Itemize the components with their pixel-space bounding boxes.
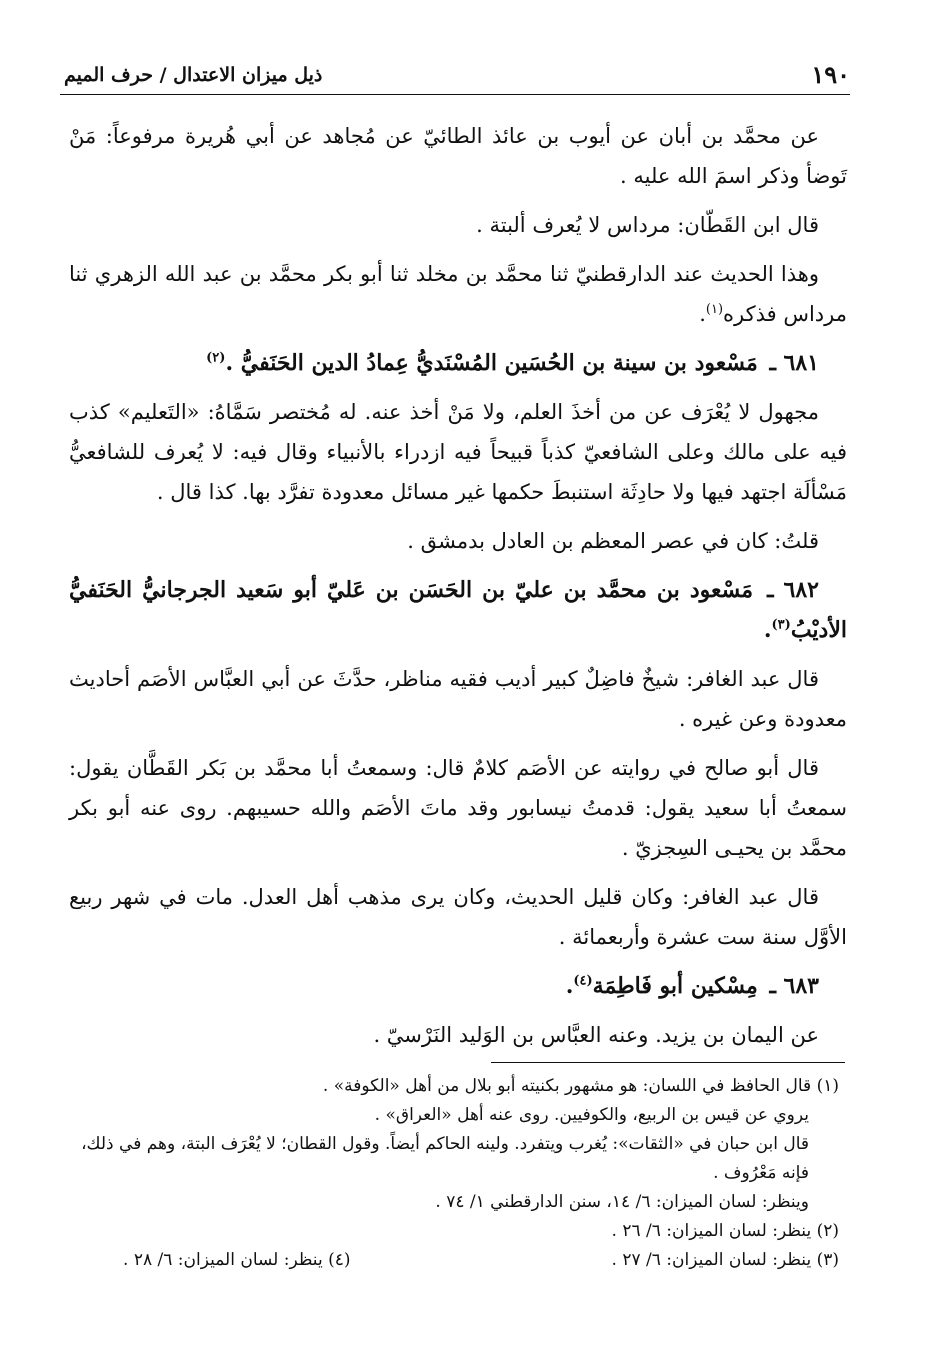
paragraph: مجهول لا يُعْرَف عن من أخذَ العلم، ولا مَنْ أخذ عنه. له مُختصر سَمَّاهُ: «التَعليم» كذب فيه على مالك وعلى الشافعيّ كذباً قبيحاً فيه ازدراء بالأنبياء وقال فيه: لا يُعرف للشافعيُّ مَسْألَة اجتهد فيها ولا حادِثَة استنبطَ حكمها غير مسائل معدودة تفرَّد بها. كذا قال . — [69, 400, 847, 504]
footnote-4: (٤) ينظر: لسان الميزان: ٦/ ٢٨ . — [123, 1250, 351, 1270]
footnote-divider — [491, 1062, 845, 1063]
paragraph: قال ابن القَطّان: مرداس لا يُعرف ألبتة . — [476, 213, 819, 237]
footnote-ref: (٤) — [573, 973, 593, 989]
page-header — [60, 60, 850, 95]
footnote-1-line: يروي عن قيس بن الربيع، والكوفيين. روى عنه أهل «العراق» . — [374, 1105, 809, 1125]
entry-heading-681 — [69, 343, 847, 383]
running-title: ذيل ميزان الاعتدال / حرف الميم — [60, 64, 322, 86]
footnote-1-line: وينظر: لسان الميزان: ٦/ ١٤، سنن الدارقطني ١/ ٧٤ . — [435, 1192, 809, 1212]
entry-name: مَسْعود بن سينة بن الحُسَين المُسْنَديُّ عِمادُ الدين الحَنَفيُّ . — [225, 350, 758, 376]
paragraph: عن اليمان بن يزيد. وعنه العبَّاس بن الوَليد النَرْسيّ . — [373, 1023, 819, 1047]
footnote-2: (٢) ينظر: لسان الميزان: ٦/ ٢٦ . — [611, 1221, 839, 1241]
entry-end: . — [763, 617, 772, 643]
footnote-1-line: قال ابن حبان في «الثقات»: يُغرب ويتفرد. ولينه الحاكم أيضاً. وقول القطان؛ لا يُعْرَف البتة، وهم في ذلك، فإنه مَعْرُوف . — [81, 1134, 809, 1183]
paragraph: قال أبو صالح في روايته عن الأصَم كلامٌ قال: وسمعتُ أبا محمَّد بن بَكر القَطَّان يقول: سمعتُ أبا سعيد يقول: قدمتُ نيسابور وقد ماتَ الأصَم والله حسيبهم. روى عنه أبو بكر محمَّد بن يحيـى السِجزيّ . — [69, 756, 847, 860]
footnote-row — [63, 1246, 839, 1275]
footnote-1: (١) قال الحافظ في اللسان: هو مشهور بكنيته أبو بلال من أهل «الكوفة» . — [322, 1076, 839, 1096]
page-number: ١٩٠ — [811, 60, 850, 89]
paragraph: قال عبد الغافر: شيخٌ فاضِلٌ كبير أديب فقيه مناظر، حدَّثَ عن أبي العبَّاس الأصَم أحاديث معدودة وعن غيره . — [69, 667, 847, 731]
entry-heading-682 — [69, 570, 847, 650]
main-text — [69, 116, 847, 1064]
footnote-ref: (١) — [705, 302, 724, 317]
paragraph — [69, 254, 847, 334]
paragraph: عن محمَّد بن أبان عن أيوب بن عائذ الطائيّ عن مُجاهد عن أبي هُريرة مرفوعاً: مَنْ تَوضأ وذكر اسمَ الله عليه . — [69, 124, 847, 188]
footnote-ref: (٢) — [206, 350, 226, 366]
entry-name: مَسْعود بن محمَّد بن عليّ بن الحَسَن بن عَليّ أبو سَعيد الجرجانيُّ الحَنَفيُّ الأديْبُ — [69, 577, 847, 643]
paragraph-text: وهذا الحديث عند الدارقطنيّ ثنا محمَّد بن مخلد ثنا أبو بكر محمَّد بن عبد الله الزهري ثنا مرداس فذكره — [69, 262, 847, 326]
footnote-ref: (٣) — [771, 617, 791, 633]
entry-name: مِسْكين أبو فَاطِمَة — [592, 973, 758, 999]
entry-number: ٦٨٣ ـ — [769, 973, 819, 999]
entry-heading-683 — [69, 966, 847, 1006]
footnote-3: (٣) ينظر: لسان الميزان: ٦/ ٢٧ . — [611, 1250, 839, 1270]
entry-end: . — [565, 973, 574, 999]
paragraph: قال عبد الغافر: وكان قليل الحديث، وكان يرى مذهب أهل العدل. مات في شهر ربيع الأوَّل سنة ست عشرة وأربعمائة . — [69, 885, 847, 949]
footnotes — [63, 1072, 839, 1275]
entry-number: ٦٨٢ ـ — [767, 577, 819, 603]
entry-number: ٦٨١ ـ — [769, 350, 819, 376]
paragraph-end: . — [699, 302, 706, 326]
paragraph: قلتُ: كان في عصر المعظم بن العادل بدمشق . — [407, 529, 819, 553]
